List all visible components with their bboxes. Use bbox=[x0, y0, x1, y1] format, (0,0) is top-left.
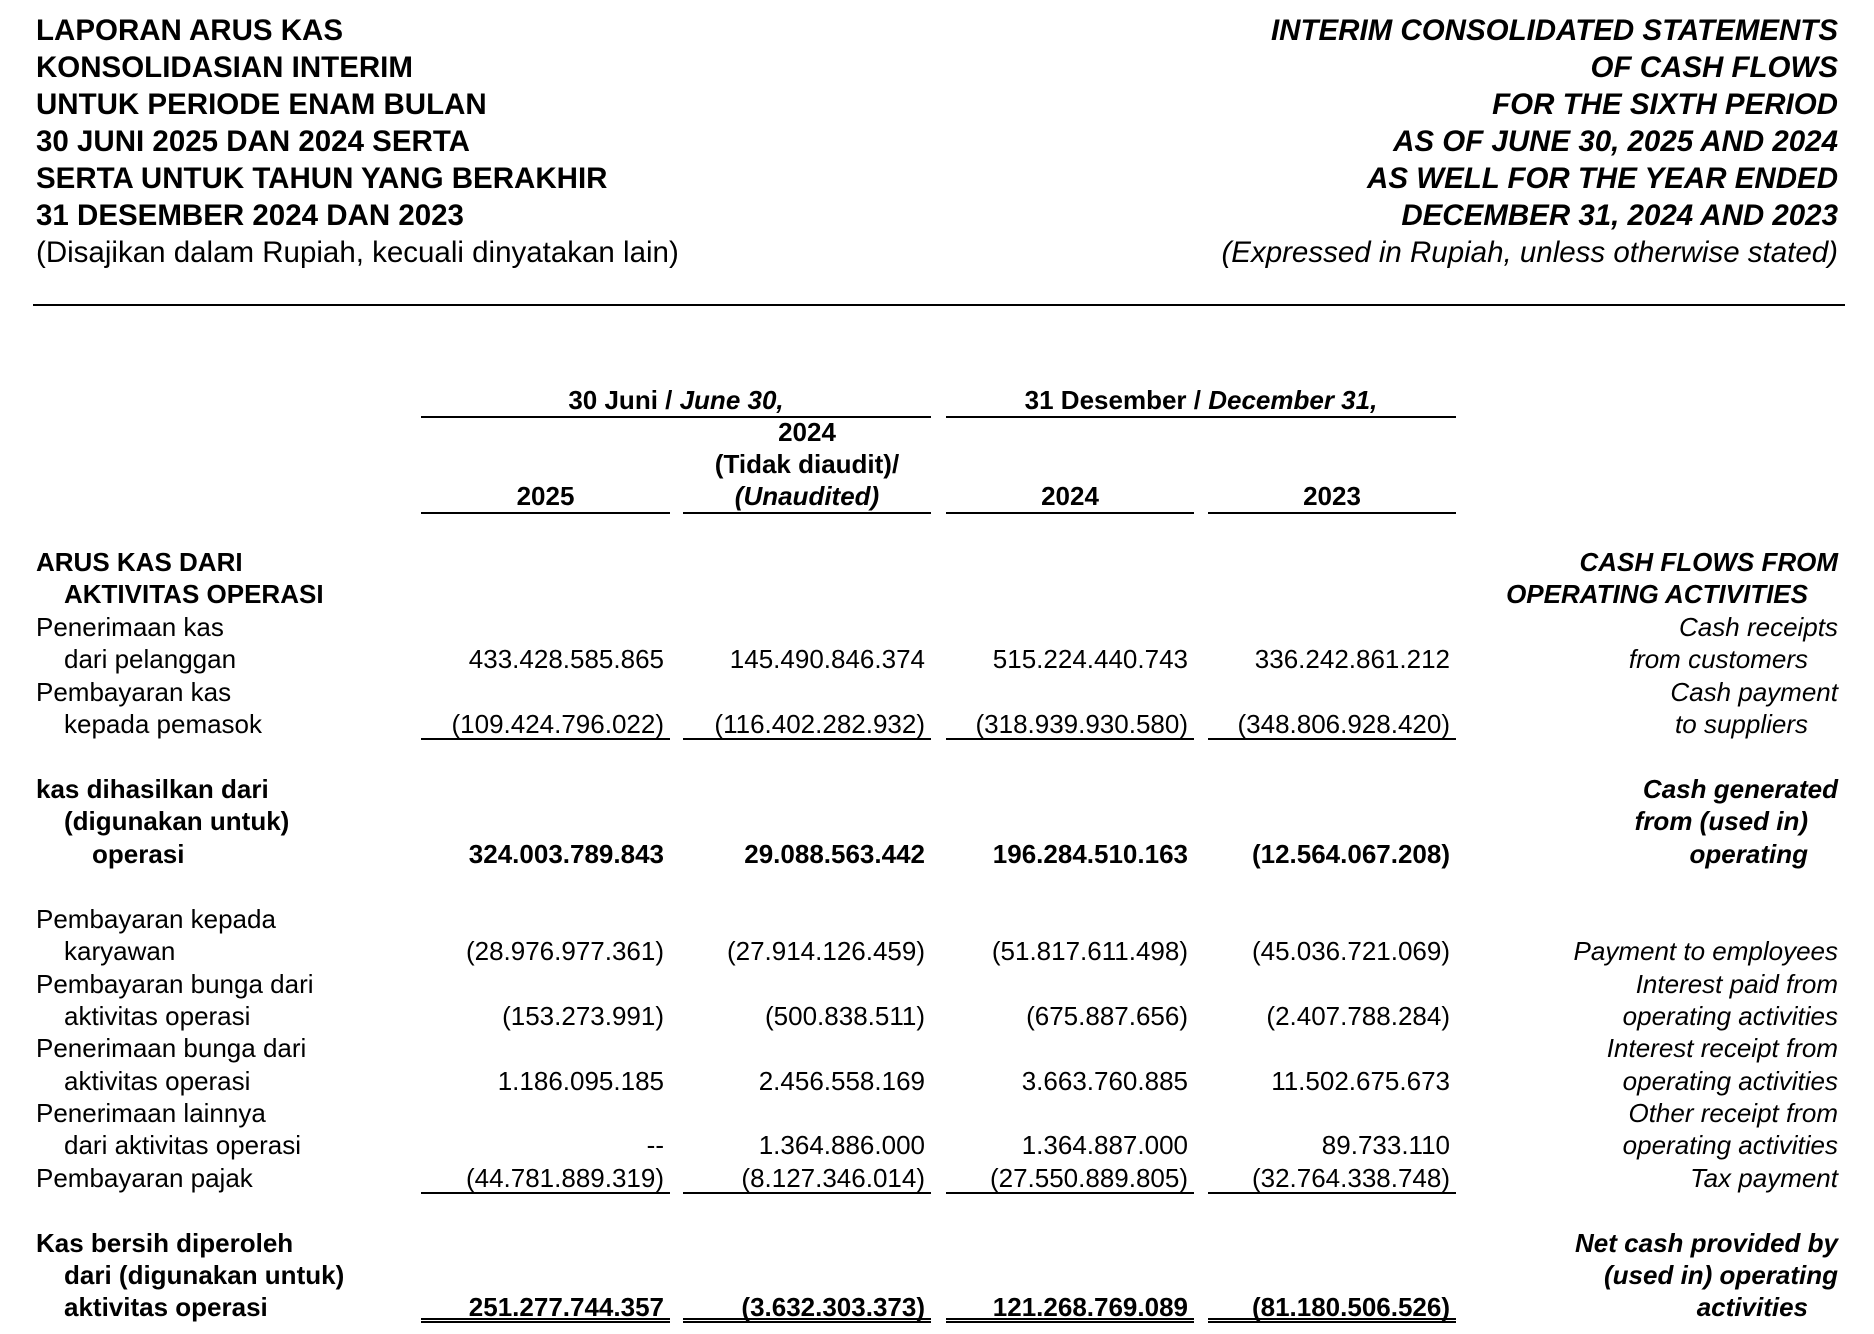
row-label-en: Other receipt from bbox=[1628, 1098, 1838, 1128]
row-value-col-1: -- bbox=[646, 1130, 664, 1160]
row-label-id: Pembayaran pajak bbox=[36, 1163, 253, 1193]
row-value-col-3: 121.268.769.089 bbox=[946, 1291, 1194, 1323]
row-value-col-3: 1.364.887.000 bbox=[1021, 1130, 1188, 1160]
column-header-2025-label: 2025 bbox=[516, 481, 575, 511]
row-value-col-3: (27.550.889.805) bbox=[946, 1162, 1194, 1194]
row-label-id: aktivitas operasi bbox=[64, 1001, 251, 1031]
header-left-line-3: UNTUK PERIODE ENAM BULAN bbox=[36, 88, 487, 121]
row-value-col-2: (8.127.346.014) bbox=[683, 1162, 931, 1194]
row-value-col-2: (500.838.511) bbox=[765, 1001, 925, 1031]
table-row bbox=[0, 805, 1874, 837]
row-label-id: operasi bbox=[92, 839, 185, 869]
column-header-2024-unaudited bbox=[683, 416, 931, 514]
row-value-col-3: 3.663.760.885 bbox=[1021, 1066, 1188, 1096]
header-right-note: (Expressed in Rupiah, unless otherwise stated) bbox=[1221, 236, 1838, 269]
row-value-col-4: (2.407.788.284) bbox=[1266, 1001, 1450, 1031]
row-value-col-4: 336.242.861.212 bbox=[1254, 644, 1450, 674]
row-label-id: Penerimaan bunga dari bbox=[36, 1033, 307, 1063]
row-value-col-2: 1.364.886.000 bbox=[758, 1130, 925, 1160]
header-divider bbox=[33, 304, 1845, 306]
row-value-col-4: (32.764.338.748) bbox=[1208, 1162, 1456, 1194]
table-row bbox=[0, 935, 1874, 967]
row-value-col-2: (116.402.282.932) bbox=[683, 708, 931, 740]
row-value-col-2: 2.456.558.169 bbox=[758, 1066, 925, 1096]
row-label-id: aktivitas operasi bbox=[64, 1066, 251, 1096]
table-row bbox=[0, 578, 1874, 610]
table-row bbox=[0, 643, 1874, 675]
header-right-line-2: OF CASH FLOWS bbox=[1590, 51, 1838, 84]
column-group-june bbox=[421, 384, 931, 418]
table-row bbox=[0, 611, 1874, 643]
row-value-col-2: (27.914.126.459) bbox=[726, 936, 925, 966]
row-value-col-1: (44.781.889.319) bbox=[421, 1162, 670, 1194]
row-label-en: operating bbox=[1689, 839, 1808, 869]
table-row bbox=[0, 838, 1874, 870]
row-label-id: dari pelanggan bbox=[64, 644, 237, 674]
table-row bbox=[0, 1162, 1874, 1194]
row-label-en: Net cash provided by bbox=[1575, 1228, 1838, 1258]
row-label-id: Penerimaan lainnya bbox=[36, 1098, 266, 1128]
row-value-col-4: (348.806.928.420) bbox=[1208, 708, 1456, 740]
row-value-col-2: 145.490.846.374 bbox=[729, 644, 925, 674]
table-row bbox=[0, 1065, 1874, 1097]
column-header-unaudited-en: (Unaudited) bbox=[734, 481, 880, 511]
header-left-line-1: LAPORAN ARUS KAS bbox=[36, 14, 344, 47]
column-group-june-en: June 30, bbox=[679, 385, 784, 415]
row-value-col-3: (675.887.656) bbox=[1026, 1001, 1188, 1031]
row-value-col-3: (318.939.930.580) bbox=[946, 708, 1194, 740]
column-header-dec-2024-label: 2024 bbox=[1041, 481, 1099, 511]
row-label-id: aktivitas operasi bbox=[64, 1292, 268, 1322]
row-value-col-1: (109.424.796.022) bbox=[421, 708, 670, 740]
row-label-en: CASH FLOWS FROM bbox=[1579, 547, 1838, 577]
header-right-line-4: AS OF JUNE 30, 2025 AND 2024 bbox=[1393, 125, 1838, 158]
row-label-en: activities bbox=[1696, 1292, 1808, 1322]
table-row bbox=[0, 1000, 1874, 1032]
row-label-en: operating activities bbox=[1622, 1066, 1838, 1096]
row-label-en: operating activities bbox=[1622, 1130, 1838, 1160]
row-label-en: (used in) operating bbox=[1604, 1260, 1838, 1290]
column-header-dec-2023-label: 2023 bbox=[1303, 481, 1361, 511]
row-value-col-4: 11.502.675.673 bbox=[1271, 1066, 1450, 1096]
row-label-id: dari (digunakan untuk) bbox=[64, 1260, 345, 1290]
row-value-col-2: 29.088.563.442 bbox=[744, 839, 925, 869]
column-group-december bbox=[946, 384, 1456, 418]
row-label-id: ARUS KAS DARI bbox=[36, 547, 243, 577]
table-row bbox=[0, 1097, 1874, 1129]
row-value-col-3: 515.224.440.743 bbox=[992, 644, 1188, 674]
row-label-id: Pembayaran kepada bbox=[36, 904, 276, 934]
row-label-id: (digunakan untuk) bbox=[64, 806, 290, 836]
row-value-col-1: 1.186.095.185 bbox=[497, 1066, 664, 1096]
row-value-col-1: 324.003.789.843 bbox=[468, 839, 664, 869]
table-row bbox=[0, 1259, 1874, 1291]
row-label-en: Payment to employees bbox=[1573, 936, 1838, 966]
row-value-col-1: 251.277.744.357 bbox=[421, 1291, 670, 1323]
row-value-col-4: 89.733.110 bbox=[1321, 1130, 1450, 1160]
row-label-id: AKTIVITAS OPERASI bbox=[64, 579, 324, 609]
table-row bbox=[0, 1032, 1874, 1064]
row-value-col-1: 433.428.585.865 bbox=[468, 644, 664, 674]
row-value-col-3: 196.284.510.163 bbox=[992, 839, 1188, 869]
column-header-dec-2024 bbox=[946, 480, 1194, 514]
row-label-id: kas dihasilkan dari bbox=[36, 774, 269, 804]
table-row bbox=[0, 1129, 1874, 1161]
row-value-col-1: (153.273.991) bbox=[502, 1001, 664, 1031]
row-value-col-4: (45.036.721.069) bbox=[1251, 936, 1450, 966]
header-indonesian bbox=[36, 12, 679, 271]
row-label-en: Tax payment bbox=[1690, 1163, 1838, 1193]
row-label-id: Kas bersih diperoleh bbox=[36, 1228, 294, 1258]
column-header-dec-2023 bbox=[1208, 480, 1456, 514]
row-value-col-2: (3.632.303.373) bbox=[683, 1291, 931, 1323]
row-value-col-1: (28.976.977.361) bbox=[465, 936, 664, 966]
row-label-en: to suppliers bbox=[1675, 709, 1808, 739]
row-value-col-3: (51.817.611.498) bbox=[991, 936, 1188, 966]
header-right-line-6: DECEMBER 31, 2024 AND 2023 bbox=[1401, 199, 1838, 232]
table-row bbox=[0, 903, 1874, 935]
header-right-line-5: AS WELL FOR THE YEAR ENDED bbox=[1367, 162, 1838, 195]
table-row bbox=[0, 1227, 1874, 1259]
column-group-june-id: 30 Juni / bbox=[568, 385, 680, 415]
table-row bbox=[0, 708, 1874, 740]
column-header-2024-year: 2024 bbox=[778, 417, 836, 447]
row-label-id: dari aktivitas operasi bbox=[64, 1130, 301, 1160]
row-label-id: kepada pemasok bbox=[64, 709, 263, 739]
row-label-en: OPERATING ACTIVITIES bbox=[1506, 579, 1808, 609]
table-row bbox=[0, 676, 1874, 708]
header-right-line-3: FOR THE SIXTH PERIOD bbox=[1492, 88, 1838, 121]
column-header-unaudited-id: (Tidak diaudit)/ bbox=[714, 449, 900, 479]
column-header-2025 bbox=[421, 480, 670, 514]
row-label-en: Interest paid from bbox=[1635, 969, 1838, 999]
row-label-en: from customers bbox=[1628, 644, 1808, 674]
header-left-line-2: KONSOLIDASIAN INTERIM bbox=[36, 51, 413, 84]
row-label-en: operating activities bbox=[1622, 1001, 1838, 1031]
row-label-id: karyawan bbox=[64, 936, 176, 966]
table-row bbox=[0, 968, 1874, 1000]
table-row bbox=[0, 1291, 1874, 1323]
row-label-id: Pembayaran bunga dari bbox=[36, 969, 314, 999]
header-right-line-1: INTERIM CONSOLIDATED STATEMENTS bbox=[1270, 14, 1838, 47]
header-left-note: (Disajikan dalam Rupiah, kecuali dinyatakan lain) bbox=[36, 236, 679, 269]
column-group-december-id: 31 Desember / bbox=[1024, 385, 1209, 415]
table-row bbox=[0, 546, 1874, 578]
row-label-en: from (used in) bbox=[1634, 806, 1808, 836]
header-left-line-4: 30 JUNI 2025 DAN 2024 SERTA bbox=[36, 125, 470, 158]
row-value-col-4: (12.564.067.208) bbox=[1251, 839, 1450, 869]
header-english bbox=[1221, 12, 1838, 271]
header-left-line-6: 31 DESEMBER 2024 DAN 2023 bbox=[36, 199, 464, 232]
row-label-en: Cash generated bbox=[1642, 774, 1838, 804]
row-label-id: Penerimaan kas bbox=[36, 612, 224, 642]
row-label-id: Pembayaran kas bbox=[36, 677, 232, 707]
row-label-en: Cash receipts bbox=[1679, 612, 1838, 642]
column-group-december-en: December 31, bbox=[1208, 385, 1378, 415]
row-label-en: Cash payment bbox=[1670, 677, 1838, 707]
row-value-col-4: (81.180.506.526) bbox=[1208, 1291, 1456, 1323]
header-left-line-5: SERTA UNTUK TAHUN YANG BERAKHIR bbox=[36, 162, 608, 195]
table-row bbox=[0, 773, 1874, 805]
row-label-en: Interest receipt from bbox=[1606, 1033, 1838, 1063]
